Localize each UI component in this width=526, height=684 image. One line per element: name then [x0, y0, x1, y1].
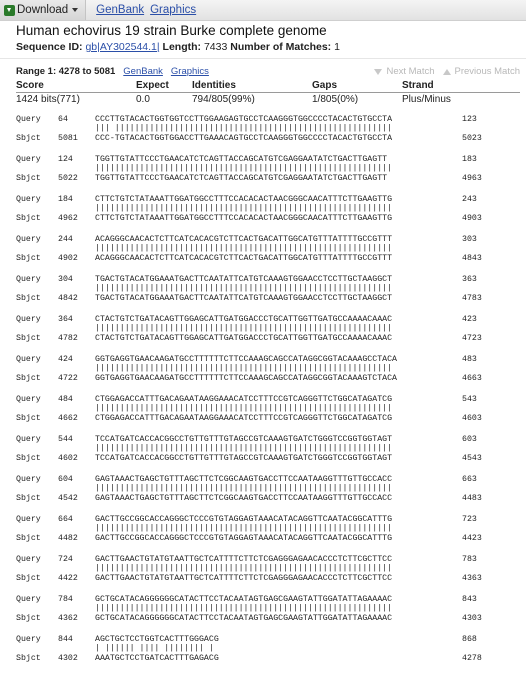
triangle-down-icon	[374, 69, 382, 75]
match-line: ||||||||||||||||||||||||||||||||||||||||||||||||||||||||||||	[95, 444, 393, 453]
query-start: 844	[58, 635, 73, 644]
page-title: Human echovirus 19 strain Burke complete genome	[16, 23, 327, 38]
sequence-id-link[interactable]: gb|AY302544.1|	[85, 41, 160, 53]
sbjct-label: Sbjct	[16, 494, 41, 503]
match-navigation	[366, 66, 520, 77]
gaps-header: Gaps	[312, 80, 402, 93]
query-start: 64	[58, 115, 68, 124]
query-sequence: CCCTTGTACACTGGTGGTCCTTGGAAGAGTGCCTCAAGGGTGGCCCCTACACTGTGCCTA	[95, 115, 393, 124]
match-line: ||||||||||||||||||||||||||||||||||||||||||||||||||||||||||||	[95, 164, 393, 173]
match-line: ||||||||||||||||||||||||||||||||||||||||||||||||||||||||||||	[95, 604, 393, 613]
sbjct-end: 4363	[462, 574, 482, 583]
match-line: ||| ||||||||||||||||||||||||||||||||||||||||||||||||||||||||	[95, 124, 393, 133]
triangle-up-icon	[443, 69, 451, 75]
range-header	[16, 66, 520, 77]
match-line: ||||||||||||||||||||||||||||||||||||||||||||||||||||||||||||	[95, 484, 393, 493]
query-end: 423	[462, 315, 477, 324]
sbjct-end: 4543	[462, 454, 482, 463]
score-header-row	[16, 80, 520, 93]
expect-value: 0.0	[136, 94, 150, 105]
query-sequence: GACTTGAACTGTATGTAATTGCTCATTTTCTTCTCGAGGGAGAACACCCTCTTCGCTTCC	[95, 555, 393, 564]
sbjct-end: 4663	[462, 374, 482, 383]
range-graphics-link[interactable]: Graphics	[170, 66, 209, 77]
query-end: 123	[462, 115, 477, 124]
query-end: 183	[462, 155, 477, 164]
match-line: ||||||||||||||||||||||||||||||||||||||||||||||||||||||||||||	[95, 324, 393, 333]
match-line: ||||||||||||||||||||||||||||||||||||||||||||||||||||||||||||	[95, 244, 393, 253]
length-label: Length:	[162, 41, 202, 53]
query-start: 124	[58, 155, 73, 164]
next-match-link[interactable]	[374, 66, 434, 77]
gaps-value: 1/805(0%)	[312, 94, 359, 105]
sbjct-start: 5081	[58, 134, 78, 143]
sbjct-sequence: GCTGCATACAGGGGGGCATACTTCCTACAATAGTGAGCGAAGTATTGGATATTAGAAAAC	[95, 614, 393, 623]
query-label: Query	[16, 475, 41, 484]
query-label: Query	[16, 515, 41, 524]
query-label: Query	[16, 235, 41, 244]
query-end: 303	[462, 235, 477, 244]
query-start: 484	[58, 395, 73, 404]
sbjct-label: Sbjct	[16, 214, 41, 223]
identities-value: 794/805(99%)	[192, 94, 255, 105]
sbjct-label: Sbjct	[16, 334, 41, 343]
query-end: 603	[462, 435, 477, 444]
query-start: 424	[58, 355, 73, 364]
next-match-label: Next Match	[386, 66, 435, 77]
sbjct-end: 4843	[462, 254, 482, 263]
query-start: 664	[58, 515, 73, 524]
sbjct-sequence: GACTTGAACTGTATGTAATTGCTCATTTTCTTCTCGAGGGAGAACACCCTCTTCGCTTCC	[95, 574, 393, 583]
match-line: ||||||||||||||||||||||||||||||||||||||||||||||||||||||||||||	[95, 404, 393, 413]
matches-label: Number of Matches:	[230, 41, 332, 53]
download-icon	[4, 5, 15, 16]
query-start: 364	[58, 315, 73, 324]
genbank-link[interactable]: GenBank	[96, 4, 145, 16]
query-sequence: ACAGGGCAACACTCTTCATCACACGTCTTCACTGACATTGGCATGTTTATTTTGCCGTTT	[95, 235, 393, 244]
sbjct-start: 4842	[58, 294, 78, 303]
query-sequence: GCTGCATACAGGGGGGCATACTTCCTACAATAGTGAGCGAAGTATTGGATATTAGAAAAC	[95, 595, 393, 604]
sbjct-label: Sbjct	[16, 454, 41, 463]
query-end: 543	[462, 395, 477, 404]
query-sequence: CTACTGTCTGATACAGTTGGAGCATTGATGGACCCTGCATTGGTTGATGCCAAAACAAAC	[95, 315, 393, 324]
score-header: Score	[16, 80, 136, 93]
query-end: 363	[462, 275, 477, 284]
divider	[0, 58, 526, 59]
previous-match-link[interactable]	[443, 66, 520, 77]
query-sequence: TGGTTGTATTCCCTGAACATCTCAGTTACCAGCATGTCGAGGAATATCTGACTTGAGTT	[95, 155, 388, 164]
sbjct-end: 4963	[462, 174, 482, 183]
query-label: Query	[16, 275, 41, 284]
graphics-link[interactable]: Graphics	[150, 4, 197, 16]
sbjct-start: 4422	[58, 574, 78, 583]
score-value: 1424 bits(771)	[16, 94, 80, 105]
query-sequence: CTTCTGTCTATAAATTGGATGGCCTTTCCACACACTAACGGGCAACATTTCTTGAAGTTG	[95, 195, 393, 204]
identities-header: Identities	[192, 80, 312, 93]
matches-value: 1	[334, 41, 340, 53]
match-line: ||||||||||||||||||||||||||||||||||||||||||||||||||||||||||||	[95, 524, 393, 533]
sbjct-label: Sbjct	[16, 574, 41, 583]
match-line: ||||||||||||||||||||||||||||||||||||||||||||||||||||||||||||	[95, 204, 393, 213]
query-end: 243	[462, 195, 477, 204]
sbjct-sequence: CCC-TGTACACTGGTGGACCTTGAAACAGTGCCTCAAGGGTGGCCCCTACACTGTGCCTA	[95, 134, 393, 143]
match-line: ||||||||||||||||||||||||||||||||||||||||||||||||||||||||||||	[95, 564, 393, 573]
query-start: 304	[58, 275, 73, 284]
sbjct-label: Sbjct	[16, 534, 41, 543]
sbjct-end: 4303	[462, 614, 482, 623]
sbjct-end: 4483	[462, 494, 482, 503]
query-end: 483	[462, 355, 477, 364]
query-start: 184	[58, 195, 73, 204]
query-end: 868	[462, 635, 477, 644]
score-value-row	[16, 93, 520, 107]
previous-match-label: Previous Match	[454, 66, 520, 77]
query-end: 663	[462, 475, 477, 484]
toolbar	[0, 0, 526, 21]
sbjct-sequence: TGGTTGTATTCCCTGAACATCTCAGTTACCAGCATGTCGAGGAATATCTGACTTGAGTT	[95, 174, 388, 183]
query-label: Query	[16, 315, 41, 324]
query-label: Query	[16, 635, 41, 644]
sbjct-label: Sbjct	[16, 654, 41, 663]
query-start: 784	[58, 595, 73, 604]
length-value: 7433	[203, 41, 228, 53]
match-line: ||||||||||||||||||||||||||||||||||||||||||||||||||||||||||||	[95, 364, 393, 373]
range-label: Range 1: 4278 to 5081	[16, 66, 116, 77]
sbjct-end: 5023	[462, 134, 482, 143]
sbjct-start: 4602	[58, 454, 78, 463]
sbjct-sequence: GAGTAAACTGAGCTGTTTAGCTTCTCGGCAAGTGACCTTCCAATAAGGTTTGTTGCCACC	[95, 494, 393, 503]
query-sequence: AGCTGCTCCTGGTCACTTTGGGACG	[95, 635, 219, 644]
query-sequence: GGTGAGGTGAACAAGATGCCTTTTTTCTTCCAAAGCAGCCATAGGCGGTACAAAGCCTACA	[95, 355, 397, 364]
query-sequence: CTGGAGACCATTTGACAGAATAAGGAAACATCCTTTCCGTCAGGGTTCTGGCATAGATCG	[95, 395, 393, 404]
strand-header: Strand	[402, 80, 520, 93]
sbjct-end: 4278	[462, 654, 482, 663]
sbjct-start: 4662	[58, 414, 78, 423]
sbjct-end: 4423	[462, 534, 482, 543]
chevron-down-icon	[72, 8, 78, 12]
sequence-info	[16, 41, 340, 53]
sbjct-start: 4902	[58, 254, 78, 263]
query-start: 724	[58, 555, 73, 564]
sbjct-label: Sbjct	[16, 134, 41, 143]
query-label: Query	[16, 555, 41, 564]
sbjct-start: 4962	[58, 214, 78, 223]
sbjct-start: 4362	[58, 614, 78, 623]
match-line: | |||||| |||| |||||||| |	[95, 644, 214, 653]
download-label: Download	[17, 4, 69, 16]
sbjct-label: Sbjct	[16, 414, 41, 423]
sbjct-sequence: GACTTGCCGGCACCAGGGCTCCCGTGTAGGAGTAAACATACAGGTTCAATACGGCATTTG	[95, 534, 393, 543]
download-button[interactable]	[0, 0, 86, 20]
sbjct-label: Sbjct	[16, 374, 41, 383]
expect-header: Expect	[136, 80, 192, 93]
query-sequence: TCCATGATCACCACGGCCTGTTGTTTGTAGCCGTCAAAGTGATCTGGGTCCGGTGGTAGT	[95, 435, 393, 444]
sbjct-end: 4723	[462, 334, 482, 343]
sbjct-start: 4302	[58, 654, 78, 663]
sbjct-label: Sbjct	[16, 254, 41, 263]
query-end: 843	[462, 595, 477, 604]
sbjct-sequence: GGTGAGGTGAACAAGATGCCTTTTTTCTTCCAAAGCAGCCATAGGCGGTACAAAGTCTACA	[95, 374, 397, 383]
sbjct-end: 4603	[462, 414, 482, 423]
sbjct-label: Sbjct	[16, 614, 41, 623]
sbjct-start: 4722	[58, 374, 78, 383]
sbjct-label: Sbjct	[16, 174, 41, 183]
query-label: Query	[16, 395, 41, 404]
query-label: Query	[16, 595, 41, 604]
query-start: 544	[58, 435, 73, 444]
sbjct-sequence: TCCATGATCACCACGGCCTGTTGTTTGTAGCCGTCAAAGTGATCTGGGTCCGGTGGTAGT	[95, 454, 393, 463]
query-sequence: GAGTAAACTGAGCTGTTTAGCTTCTCGGCAAGTGACCTTCCAATAAGGTTTGTTGCCACC	[95, 475, 393, 484]
query-label: Query	[16, 355, 41, 364]
sbjct-label: Sbjct	[16, 294, 41, 303]
sbjct-end: 4783	[462, 294, 482, 303]
sequence-id-label: Sequence ID:	[16, 41, 83, 53]
sbjct-sequence: ACAGGGCAACACTCTTCATCACACGTCTTCACTGACATTGGCATGTTTATTTTGCCGTTT	[95, 254, 393, 263]
range-genbank-link[interactable]: GenBank	[123, 66, 163, 77]
query-label: Query	[16, 155, 41, 164]
sbjct-sequence: TGACTGTACATGGAAATGACTTCAATATTCATGTCAAAGTGGAACCTCCTTGCTAAGGCT	[95, 294, 393, 303]
sbjct-start: 5022	[58, 174, 78, 183]
query-sequence: TGACTGTACATGGAAATGACTTCAATATTCATGTCAAAGTGGAACCTCCTTGCTAAGGCT	[95, 275, 393, 284]
query-label: Query	[16, 435, 41, 444]
sbjct-sequence: CTACTGTCTGATACAGTTGGAGCATTGATGGACCCTGCATTGGTTGATGCCAAAACAAAC	[95, 334, 393, 343]
strand-value: Plus/Minus	[402, 94, 451, 105]
sbjct-sequence: CTGGAGACCATTTGACAGAATAAGGAAACATCCTTTCCGTCAGGGTTCTGGCATAGATCG	[95, 414, 393, 423]
sbjct-start: 4482	[58, 534, 78, 543]
sbjct-sequence: AAATGCTCCTGATCACTTTGAGACG	[95, 654, 219, 663]
sbjct-start: 4542	[58, 494, 78, 503]
match-line: ||||||||||||||||||||||||||||||||||||||||||||||||||||||||||||	[95, 284, 393, 293]
query-start: 244	[58, 235, 73, 244]
query-label: Query	[16, 195, 41, 204]
score-table	[16, 80, 520, 106]
query-sequence: GACTTGCCGGCACCAGGGCTCCCGTGTAGGAGTAAACATACAGGTTCAATACGGCATTTG	[95, 515, 393, 524]
query-end: 783	[462, 555, 477, 564]
sbjct-end: 4903	[462, 214, 482, 223]
sbjct-sequence: CTTCTGTCTATAAATTGGATGGCCTTTCCACACACTAACGGGCAACATTTCTTGAAGTTG	[95, 214, 393, 223]
query-start: 604	[58, 475, 73, 484]
query-end: 723	[462, 515, 477, 524]
sbjct-start: 4782	[58, 334, 78, 343]
query-label: Query	[16, 115, 41, 124]
